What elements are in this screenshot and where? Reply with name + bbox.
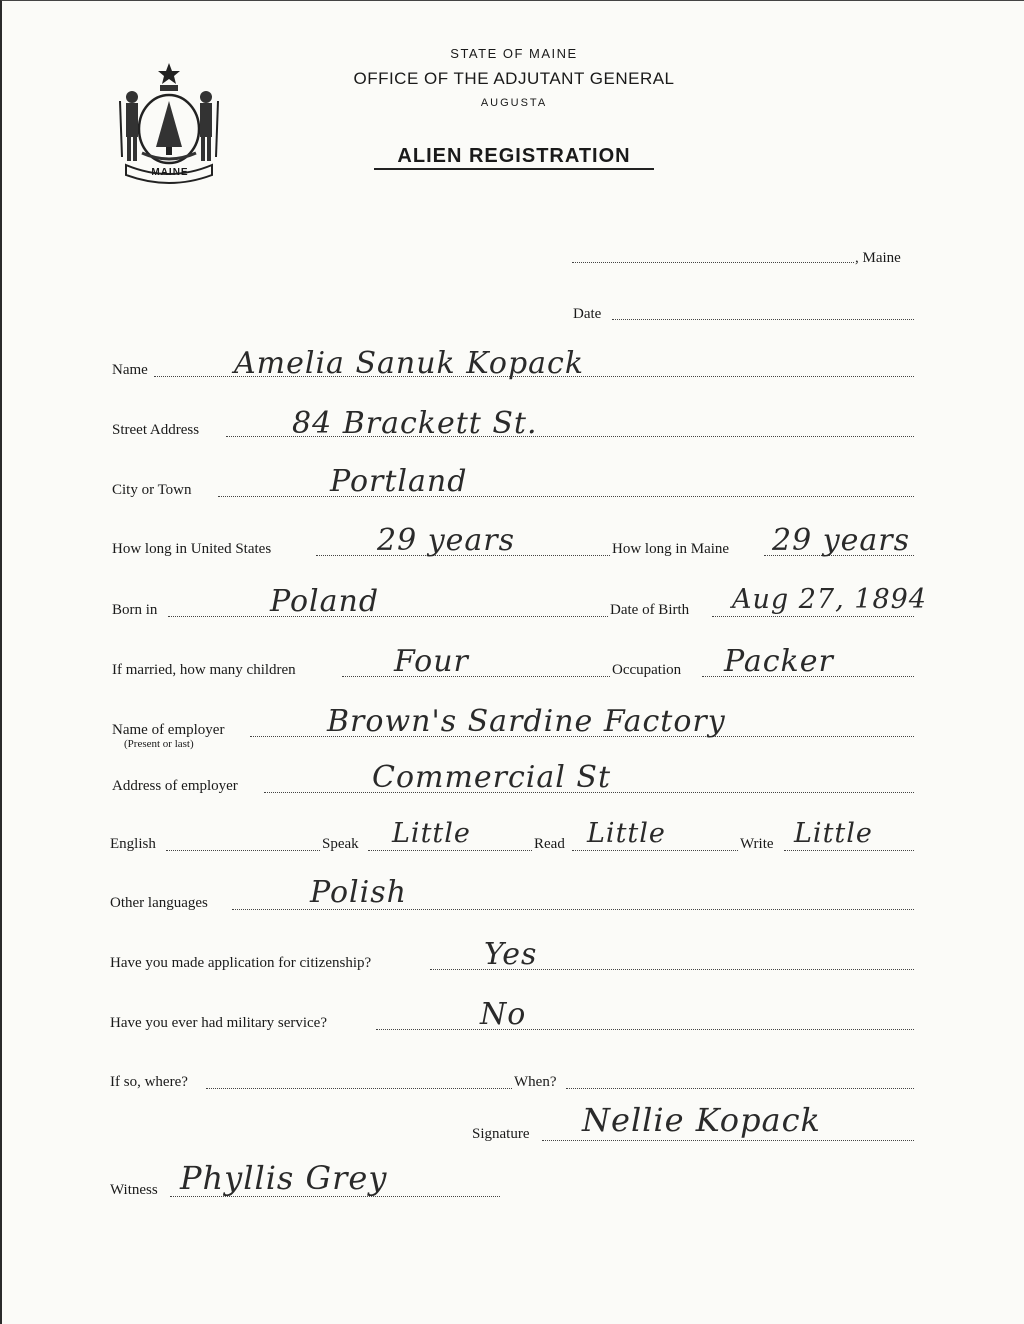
signature-label: Signature xyxy=(472,1126,530,1142)
born-in-field[interactable] xyxy=(168,616,608,617)
date-field[interactable] xyxy=(612,319,914,320)
name-label: Name xyxy=(112,362,148,378)
witness-label: Witness xyxy=(110,1182,158,1198)
date-of-birth-field[interactable] xyxy=(712,616,914,617)
date-label: Date xyxy=(573,306,602,322)
witness-value: Phyllis Grey xyxy=(180,1159,388,1197)
other-languages-label: Other languages xyxy=(110,895,208,911)
office-heading: OFFICE OF THE ADJUTANT GENERAL xyxy=(353,69,675,88)
military-field[interactable] xyxy=(376,1029,914,1030)
when-field[interactable] xyxy=(566,1088,914,1089)
children-label: If married, how many children xyxy=(112,662,296,678)
where-label: If so, where? xyxy=(110,1074,188,1090)
name-value: Amelia Sanuk Kopack xyxy=(234,346,585,381)
signature-value: Nellie Kopack xyxy=(582,1101,821,1139)
speak-field[interactable] xyxy=(368,850,532,851)
occupation-label: Occupation xyxy=(612,662,682,678)
write-label: Write xyxy=(740,836,774,852)
write-field[interactable] xyxy=(784,850,914,851)
us-duration-value: 29 years xyxy=(377,523,516,558)
street-address-value: 84 Brackett St. xyxy=(292,406,538,441)
children-field[interactable] xyxy=(342,676,610,677)
citizenship-label: Have you made application for citizenship? xyxy=(110,955,372,971)
english-label: English xyxy=(110,836,156,852)
state-heading: STATE OF MAINE xyxy=(450,46,578,61)
read-field[interactable] xyxy=(572,850,738,851)
maine-duration-label: How long in Maine xyxy=(612,541,730,557)
children-value: Four xyxy=(394,644,469,679)
military-label: Have you ever had military service? xyxy=(110,1015,327,1031)
read-label: Read xyxy=(534,836,565,852)
other-languages-value: Polish xyxy=(310,875,407,910)
date-of-birth-label: Date of Birth xyxy=(610,602,690,618)
speak-value: Little xyxy=(392,818,471,849)
when-label: When? xyxy=(514,1074,557,1090)
city-label: City or Town xyxy=(112,482,192,498)
employer-sublabel: (Present or last) xyxy=(124,738,194,750)
occupation-value: Packer xyxy=(724,644,834,679)
born-in-value: Poland xyxy=(270,584,380,619)
signature-field[interactable] xyxy=(542,1140,914,1141)
form-title: ALIEN REGISTRATION xyxy=(397,145,631,167)
date-of-birth-value: Aug 27, 1894 xyxy=(732,584,927,615)
read-value: Little xyxy=(587,818,666,849)
title-underline xyxy=(374,168,654,170)
citizenship-value: Yes xyxy=(484,937,538,972)
place-suffix-label: , Maine xyxy=(855,250,901,266)
maine-duration-value: 29 years xyxy=(772,523,911,558)
born-in-label: Born in xyxy=(112,602,158,618)
city-value: Portland xyxy=(330,464,468,499)
seal-banner-text: MAINE xyxy=(151,167,189,178)
where-field[interactable] xyxy=(206,1088,512,1089)
employer-address-value: Commercial St xyxy=(372,760,612,795)
city-heading: AUGUSTA xyxy=(480,97,548,109)
employer-label: Name of employer xyxy=(112,722,225,738)
military-value: No xyxy=(480,997,527,1032)
employer-address-label: Address of employer xyxy=(112,778,238,794)
street-address-label: Street Address xyxy=(112,422,200,438)
city-field[interactable] xyxy=(218,496,914,497)
employer-value: Brown's Sardine Factory xyxy=(327,704,726,739)
place-field[interactable] xyxy=(572,262,854,263)
english-dots xyxy=(166,850,320,851)
write-value: Little xyxy=(794,818,873,849)
speak-label: Speak xyxy=(322,836,359,852)
us-duration-label: How long in United States xyxy=(112,541,272,557)
